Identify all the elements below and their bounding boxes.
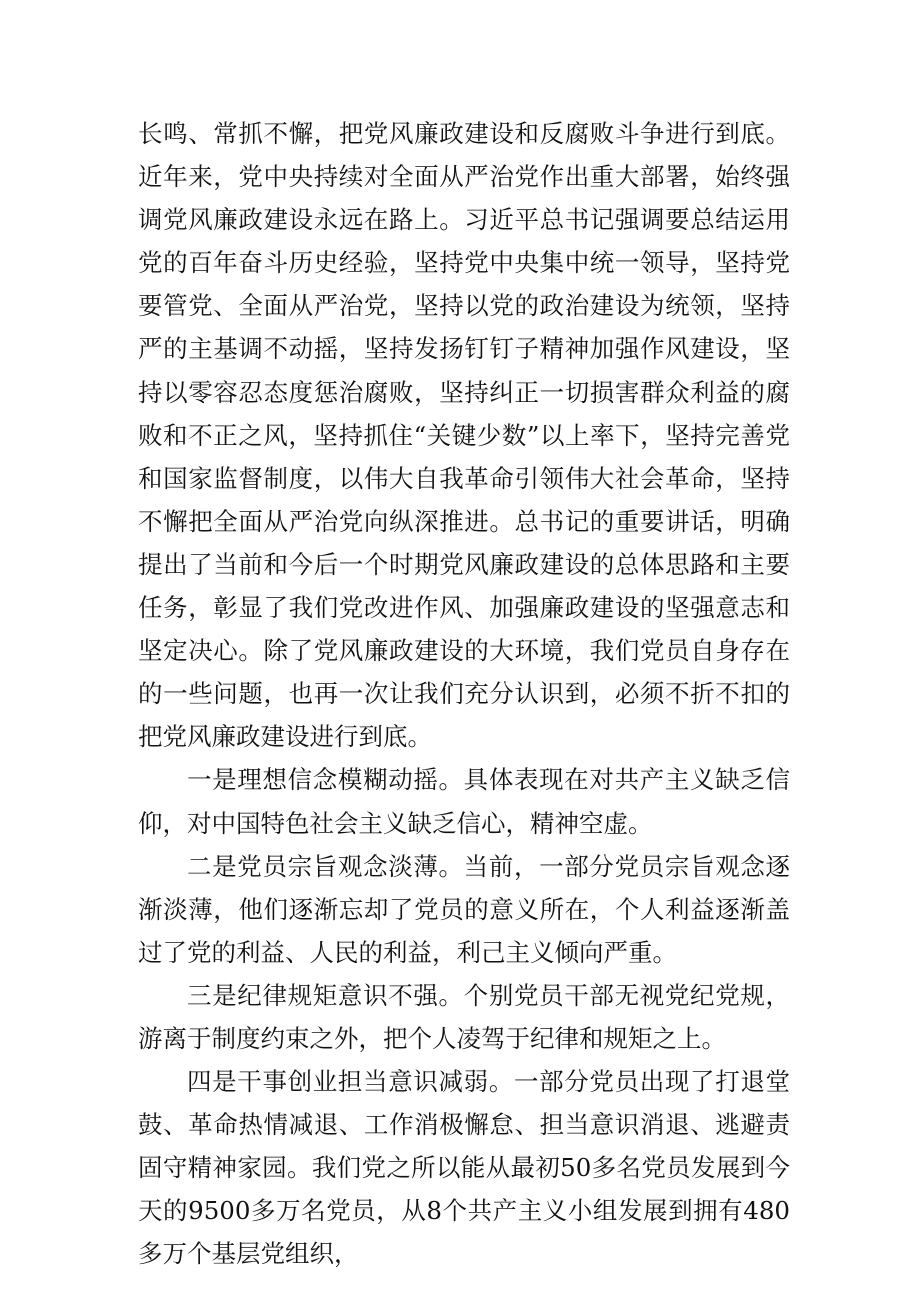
paragraph-point-four: 四是干事创业担当意识减弱。一部分党员出现了打退堂鼓、革命热情减退、工作消极懈怠、担当意识消退、逃避责固守精神家园。我们党之所以能从最初50多名党员发展到今天的9500多万名党员，从8个共产主义小组发展到拥有480多万个基层党组织， [138, 1067, 790, 1269]
paragraph-point-one: 一是理想信念模糊动摇。具体表现在对共产主义缺乏信仰，对中国特色社会主义缺乏信心，精神空虚。 [138, 765, 790, 838]
paragraph-point-three: 三是纪律规矩意识不强。个别党员干部无视党纪党规，游离于制度约束之外，把个人凌驾于纪律和规矩之上。 [138, 980, 790, 1053]
document-body [138, 112, 790, 1276]
paragraph-point-two: 二是党员宗旨观念淡薄。当前，一部分党员宗旨观念逐渐淡薄，他们逐渐忘却了党员的意义所在，个人利益逐渐盖过了党的利益、人民的利益，利己主义倾向严重。 [138, 851, 790, 967]
paragraph-intro: 长鸣、常抓不懈，把党风廉政建设和反腐败斗争进行到底。近年来，党中央持续对全面从严治党作出重大部署，始终强调党风廉政建设永远在路上。习近平总书记强调要总结运用党的百年奋斗历史经验，坚持党中央集中统一领导，坚持党要管党、全面从严治党，坚持以党的政治建设为统领，坚持严的主基调不动摇，坚持发扬钉钉子精神加强作风建设，坚持以零容忍态度惩治腐败，坚持纠正一切损害群众利益的腐败和不正之风，坚持抓住“关键少数”以上率下，坚持完善党和国家监督制度，以伟大自我革命引领伟大社会革命，坚持不懈把全面从严治党向纵深推进。总书记的重要讲话，明确提出了当前和今后一个时期党风廉政建设的总体思路和主要任务，彰显了我们党改进作风、加强廉政建设的坚强意志和坚定决心。除了党风廉政建设的大环境，我们党员自身存在的一些问题，也再一次让我们充分认识到，必须不折不扣的把党风廉政建设进行到底。 [138, 119, 790, 752]
